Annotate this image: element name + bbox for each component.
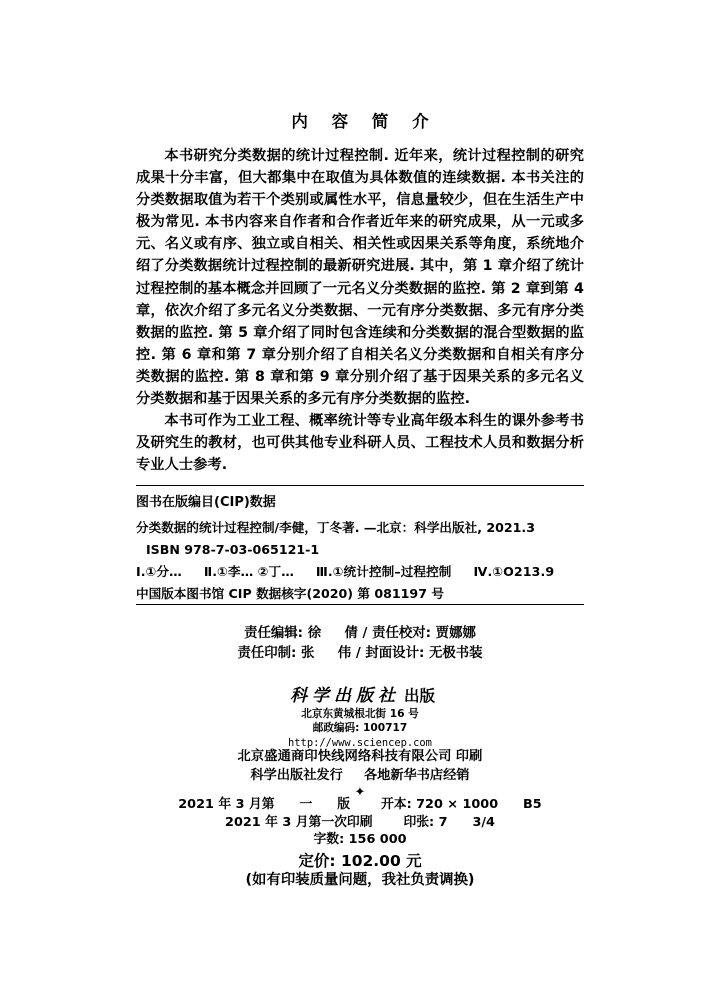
printer-name: 北京盛通商印快线网络科技有限公司 — [237, 749, 452, 764]
edition-line-second — [0, 814, 720, 832]
editor-name-second: 倩 — [344, 626, 358, 641]
printer-suffix: 印刷 — [455, 749, 483, 764]
ornament-dot: ✦ — [354, 785, 366, 800]
print-date: 2021 年 3 月第一次印刷 — [225, 814, 373, 830]
credit-separator: / — [362, 626, 368, 641]
divider-top — [136, 485, 584, 486]
publisher-suffix: 出版 — [403, 687, 435, 705]
distributor-name: 科学出版社发行 — [250, 768, 343, 783]
cip-class-part-2: Ⅱ.①李… ②丁… — [203, 564, 294, 579]
credits-line-production — [0, 644, 720, 664]
format-label: 开本: 720 × 1000 — [380, 797, 499, 812]
retailer-name: 各地新华书店经销 — [364, 768, 470, 783]
publisher-name-line — [0, 686, 720, 707]
abstract-paragraph: 本书可作为工业工程、概率统计等专业高年级本科生的课外参考书及研究生的教材，也可供其他专业科研人员、工程技术人员和数据分析专业人士参考. — [136, 413, 584, 474]
edition-word: 版 — [337, 797, 351, 812]
publisher-website: http://www.sciencep.com — [288, 736, 432, 749]
editor-label: 责任编辑: — [244, 626, 304, 641]
publisher-postcode: 邮政编码: 100717 — [312, 722, 408, 735]
cip-class-part-1: Ⅰ.①分… — [136, 564, 182, 579]
cip-title-line: 分类数据的统计过程控制/李健，丁冬著. —北京：科学出版社, 2021.3 — [136, 520, 535, 535]
credits-section — [0, 624, 720, 664]
cover-designer-label: 封面设计: 无极书装 — [365, 646, 483, 661]
production-name-second: 伟 — [337, 646, 352, 661]
editor-name: 徐 — [307, 626, 322, 641]
exchange-note: (如有印装质量问题，我社负责调换) — [245, 872, 475, 888]
credits-line-editor — [0, 624, 720, 644]
cip-section — [136, 492, 584, 605]
abstract-section — [136, 108, 584, 476]
price-label: 定价: 102.00 元 — [298, 852, 422, 870]
edition-number: 一 — [299, 797, 313, 812]
publisher-address: 北京东黄城根北街 16 号 — [301, 708, 419, 720]
cip-classification — [136, 561, 584, 583]
sheets-label: 印张: 7 — [403, 814, 448, 830]
sheets-fraction: 3/4 — [472, 814, 495, 830]
abstract-title: 内 容 简 介 — [291, 112, 438, 131]
cip-registry-line: 中国版本图书馆 CIP 数据核字(2020) 第 081197 号 — [136, 586, 444, 601]
cip-class-part-3: Ⅲ.①统计控制–过程控制 — [315, 564, 452, 579]
printing-section — [0, 748, 720, 801]
edition-section — [0, 796, 720, 849]
cip-heading: 图书在版编目(CIP)数据 — [136, 495, 276, 510]
production-label: 责任印制: — [237, 646, 297, 661]
proofreader-label: 责任校对: 贾娜娜 — [372, 626, 476, 641]
cip-isbn: ISBN 978-7-03-065121-1 — [146, 542, 320, 557]
format-size: B5 — [523, 797, 542, 812]
publisher-section — [0, 686, 720, 751]
wordcount-line: 字数: 156 000 — [313, 832, 407, 847]
distribution-line — [0, 766, 720, 785]
publisher-name: 科学出版社 — [289, 686, 400, 706]
production-name: 张 — [301, 646, 315, 661]
credit-separator: / — [355, 646, 361, 661]
printer-line — [0, 748, 720, 766]
abstract-paragraph: 本书研究分类数据的统计过程控制. 近年来，统计过程控制的研究成果十分丰富，但大都集中在取值为具体数值的连续数据. 本书关注的分类数据取值为若干个类别或属性水平，信息量较少，但在生活生产中极为常见. 本书内容来自作者和合作者近年来的研究成果，从一元或多元、名义或有序、独立或自相关、相关性或因果关系等角度，系统地介绍了分类数据统计过程控制的最新研究进展. 其中，第 1 章介绍了统计过程控制的基本概念并回顾了一元名义分类数据的监控. 第 2 章到第 4 章，依次介绍了多元名义分类数据、一元有序分类数据、多元有序分类数据的监控. 第 5 章介绍了同时包含连续和分类数据的混合型数据的监控. 第 6 章和第 7 章分别介绍了自相关名义分类数据和自相关有序分类数据的监控. 第 8 章和第 9 章分别介绍了基于因果关系的多元名义分类数据和基于因果关系的多元有序分类数据的监控. — [136, 148, 584, 408]
edition-line-first — [0, 796, 720, 814]
edition-date: 2021 年 3 月第 — [178, 797, 275, 812]
cip-class-part-4: Ⅳ.①O213.9 — [473, 564, 555, 579]
